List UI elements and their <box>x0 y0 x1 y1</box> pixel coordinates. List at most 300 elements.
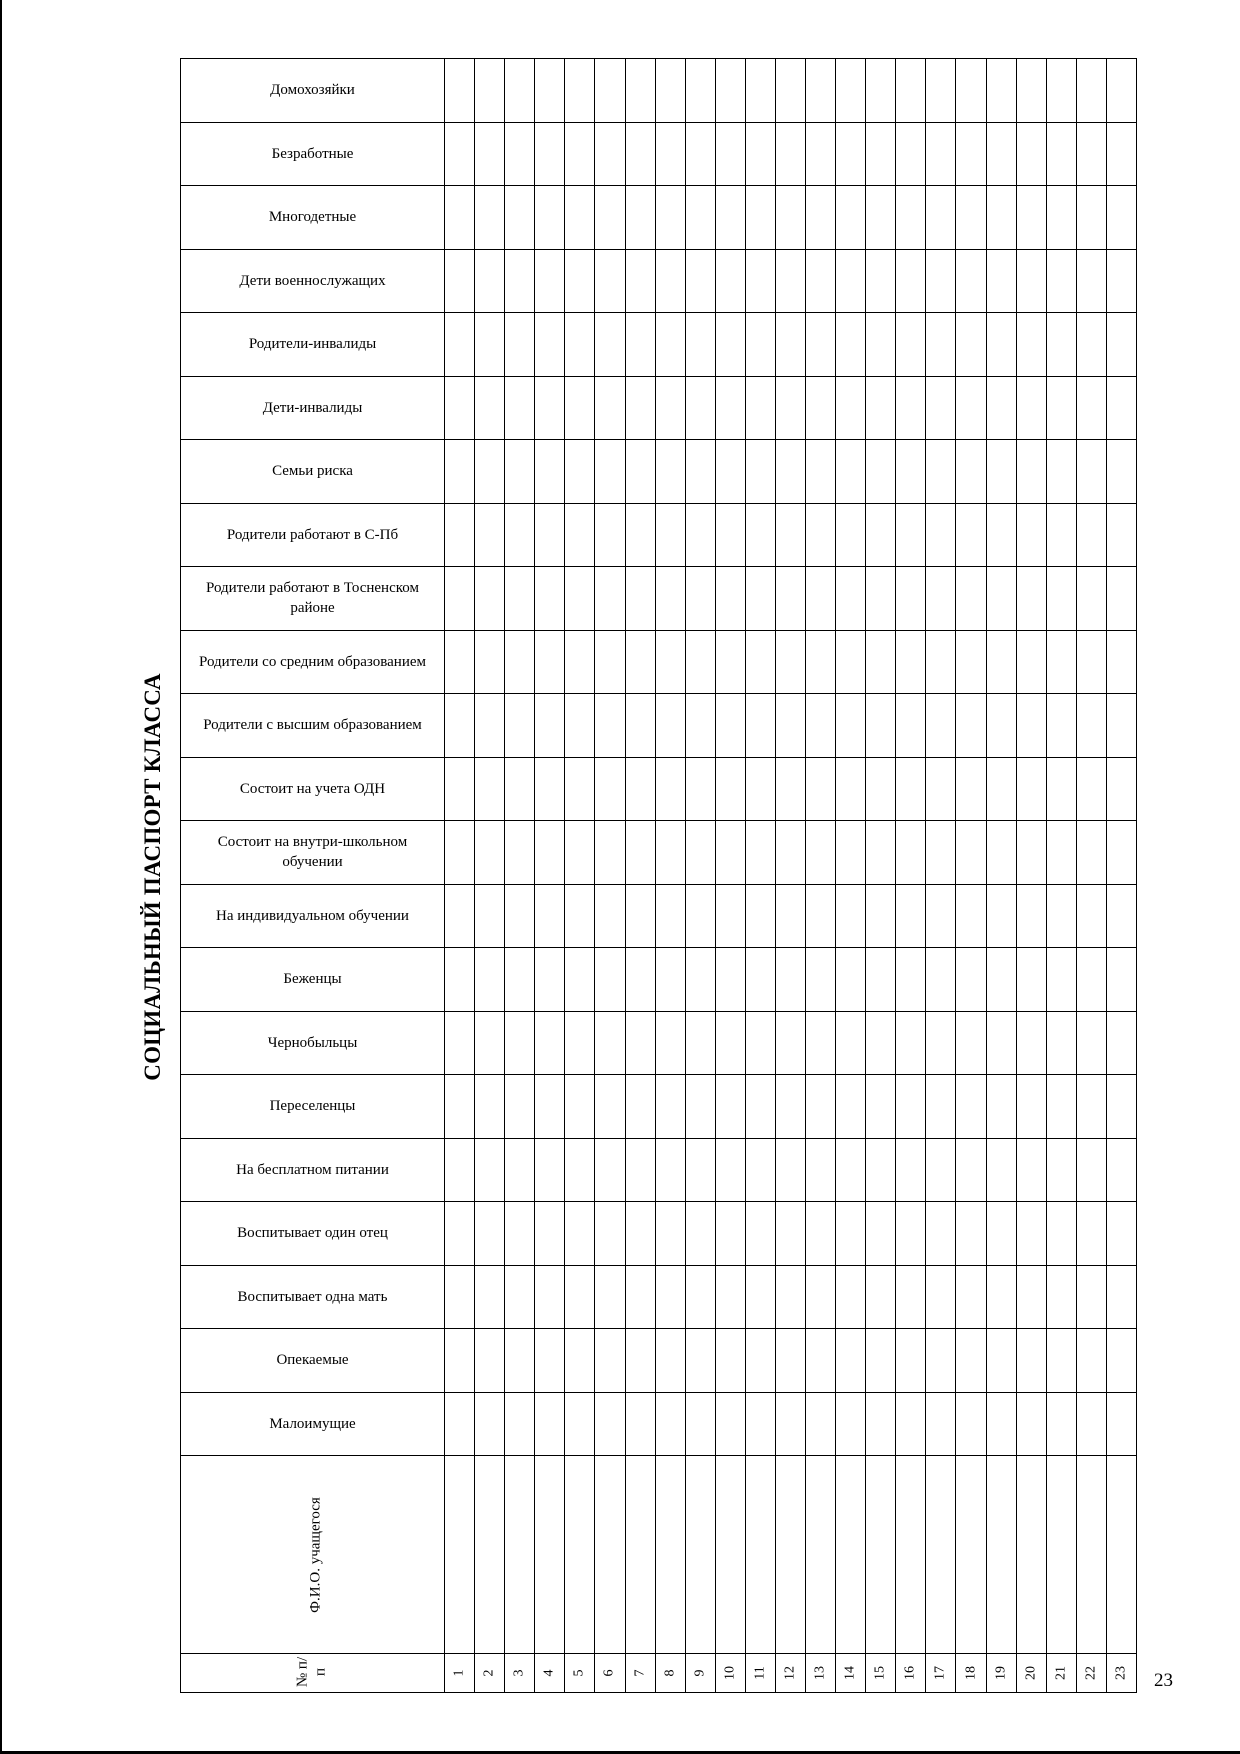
table-cell[interactable] <box>475 1202 504 1265</box>
table-cell[interactable] <box>1107 1139 1136 1202</box>
table-cell[interactable] <box>565 1139 594 1202</box>
table-cell[interactable] <box>956 250 985 313</box>
table-cell[interactable] <box>626 1012 655 1075</box>
table-cell[interactable] <box>656 186 685 249</box>
table-cell[interactable] <box>806 59 835 122</box>
table-cell[interactable] <box>475 758 504 821</box>
table-cell[interactable] <box>926 885 955 948</box>
table-cell[interactable] <box>1107 631 1136 694</box>
table-cell[interactable] <box>565 123 594 186</box>
table-cell[interactable] <box>1107 567 1136 630</box>
table-cell[interactable] <box>505 250 534 313</box>
table-cell[interactable] <box>836 631 865 694</box>
table-cell[interactable] <box>1077 1266 1106 1329</box>
table-cell[interactable] <box>656 821 685 884</box>
table-cell[interactable] <box>535 1075 564 1138</box>
table-cell[interactable] <box>926 567 955 630</box>
table-cell[interactable] <box>956 186 985 249</box>
table-cell[interactable] <box>686 440 715 503</box>
table-cell[interactable] <box>505 694 534 757</box>
table-cell[interactable] <box>686 1329 715 1392</box>
student-name-cell[interactable] <box>686 1456 715 1653</box>
table-cell[interactable] <box>1017 59 1046 122</box>
table-cell[interactable] <box>866 567 895 630</box>
table-cell[interactable] <box>716 948 745 1011</box>
table-cell[interactable] <box>1047 1202 1076 1265</box>
table-cell[interactable] <box>445 313 474 376</box>
table-cell[interactable] <box>836 821 865 884</box>
table-cell[interactable] <box>987 1329 1016 1392</box>
table-cell[interactable] <box>475 123 504 186</box>
table-cell[interactable] <box>1017 1393 1046 1456</box>
table-cell[interactable] <box>746 123 775 186</box>
table-cell[interactable] <box>1017 885 1046 948</box>
table-cell[interactable] <box>686 821 715 884</box>
table-cell[interactable] <box>836 250 865 313</box>
table-cell[interactable] <box>656 504 685 567</box>
table-cell[interactable] <box>1017 1329 1046 1392</box>
table-cell[interactable] <box>926 186 955 249</box>
table-cell[interactable] <box>535 440 564 503</box>
table-cell[interactable] <box>686 1266 715 1329</box>
table-cell[interactable] <box>565 1393 594 1456</box>
table-cell[interactable] <box>565 440 594 503</box>
table-cell[interactable] <box>445 631 474 694</box>
table-cell[interactable] <box>716 1266 745 1329</box>
table-cell[interactable] <box>716 313 745 376</box>
table-cell[interactable] <box>926 1329 955 1392</box>
table-cell[interactable] <box>987 123 1016 186</box>
table-cell[interactable] <box>565 1075 594 1138</box>
table-cell[interactable] <box>1017 1139 1046 1202</box>
table-cell[interactable] <box>626 567 655 630</box>
table-cell[interactable] <box>445 1329 474 1392</box>
table-cell[interactable] <box>1077 948 1106 1011</box>
table-cell[interactable] <box>1077 250 1106 313</box>
table-cell[interactable] <box>806 885 835 948</box>
table-cell[interactable] <box>1077 440 1106 503</box>
table-cell[interactable] <box>956 1393 985 1456</box>
table-cell[interactable] <box>535 567 564 630</box>
table-cell[interactable] <box>445 567 474 630</box>
table-cell[interactable] <box>746 186 775 249</box>
table-cell[interactable] <box>866 1139 895 1202</box>
table-cell[interactable] <box>1017 567 1046 630</box>
table-cell[interactable] <box>1047 1139 1076 1202</box>
table-cell[interactable] <box>535 821 564 884</box>
table-cell[interactable] <box>475 1012 504 1075</box>
table-cell[interactable] <box>475 948 504 1011</box>
table-cell[interactable] <box>776 59 805 122</box>
table-cell[interactable] <box>1107 694 1136 757</box>
table-cell[interactable] <box>1077 694 1106 757</box>
table-cell[interactable] <box>445 885 474 948</box>
table-cell[interactable] <box>535 377 564 440</box>
table-cell[interactable] <box>656 1139 685 1202</box>
table-cell[interactable] <box>776 631 805 694</box>
table-cell[interactable] <box>746 567 775 630</box>
student-name-cell[interactable] <box>1047 1456 1076 1653</box>
table-cell[interactable] <box>505 758 534 821</box>
table-cell[interactable] <box>987 885 1016 948</box>
table-cell[interactable] <box>565 694 594 757</box>
table-cell[interactable] <box>686 377 715 440</box>
table-cell[interactable] <box>866 1075 895 1138</box>
table-cell[interactable] <box>535 1012 564 1075</box>
table-cell[interactable] <box>1017 377 1046 440</box>
table-cell[interactable] <box>475 631 504 694</box>
table-cell[interactable] <box>626 377 655 440</box>
table-cell[interactable] <box>1107 250 1136 313</box>
table-cell[interactable] <box>445 59 474 122</box>
table-cell[interactable] <box>505 1202 534 1265</box>
table-cell[interactable] <box>595 631 624 694</box>
table-cell[interactable] <box>1107 377 1136 440</box>
table-cell[interactable] <box>836 1075 865 1138</box>
table-cell[interactable] <box>686 313 715 376</box>
table-cell[interactable] <box>1017 313 1046 376</box>
table-cell[interactable] <box>896 821 925 884</box>
table-cell[interactable] <box>987 948 1016 1011</box>
table-cell[interactable] <box>776 1202 805 1265</box>
table-cell[interactable] <box>505 567 534 630</box>
table-cell[interactable] <box>896 1202 925 1265</box>
table-cell[interactable] <box>626 885 655 948</box>
table-cell[interactable] <box>1047 440 1076 503</box>
table-cell[interactable] <box>776 1012 805 1075</box>
table-cell[interactable] <box>626 1393 655 1456</box>
student-name-cell[interactable] <box>1017 1456 1046 1653</box>
table-cell[interactable] <box>595 504 624 567</box>
table-cell[interactable] <box>595 123 624 186</box>
table-cell[interactable] <box>716 377 745 440</box>
table-cell[interactable] <box>656 885 685 948</box>
table-cell[interactable] <box>686 885 715 948</box>
table-cell[interactable] <box>746 1202 775 1265</box>
table-cell[interactable] <box>776 694 805 757</box>
table-cell[interactable] <box>535 123 564 186</box>
table-cell[interactable] <box>475 567 504 630</box>
table-cell[interactable] <box>716 123 745 186</box>
table-cell[interactable] <box>686 250 715 313</box>
table-cell[interactable] <box>535 1329 564 1392</box>
table-cell[interactable] <box>535 59 564 122</box>
table-cell[interactable] <box>595 377 624 440</box>
table-cell[interactable] <box>716 694 745 757</box>
table-cell[interactable] <box>987 567 1016 630</box>
table-cell[interactable] <box>535 694 564 757</box>
table-cell[interactable] <box>987 440 1016 503</box>
table-cell[interactable] <box>836 1329 865 1392</box>
student-name-cell[interactable] <box>505 1456 534 1653</box>
table-cell[interactable] <box>776 1393 805 1456</box>
table-cell[interactable] <box>475 1393 504 1456</box>
table-cell[interactable] <box>987 694 1016 757</box>
table-cell[interactable] <box>987 504 1016 567</box>
table-cell[interactable] <box>836 440 865 503</box>
table-cell[interactable] <box>716 758 745 821</box>
student-name-cell[interactable] <box>656 1456 685 1653</box>
table-cell[interactable] <box>836 1139 865 1202</box>
table-cell[interactable] <box>956 59 985 122</box>
table-cell[interactable] <box>866 758 895 821</box>
table-cell[interactable] <box>896 440 925 503</box>
table-cell[interactable] <box>656 694 685 757</box>
table-cell[interactable] <box>896 1393 925 1456</box>
table-cell[interactable] <box>445 1393 474 1456</box>
table-cell[interactable] <box>1047 1012 1076 1075</box>
student-name-cell[interactable] <box>565 1456 594 1653</box>
table-cell[interactable] <box>595 250 624 313</box>
table-cell[interactable] <box>565 1329 594 1392</box>
table-cell[interactable] <box>776 821 805 884</box>
table-cell[interactable] <box>1047 1329 1076 1392</box>
table-cell[interactable] <box>505 1393 534 1456</box>
table-cell[interactable] <box>535 1202 564 1265</box>
table-cell[interactable] <box>746 440 775 503</box>
table-cell[interactable] <box>595 567 624 630</box>
table-cell[interactable] <box>956 313 985 376</box>
table-cell[interactable] <box>626 313 655 376</box>
table-cell[interactable] <box>1107 313 1136 376</box>
table-cell[interactable] <box>475 504 504 567</box>
table-cell[interactable] <box>595 885 624 948</box>
table-cell[interactable] <box>626 59 655 122</box>
table-cell[interactable] <box>926 313 955 376</box>
table-cell[interactable] <box>595 1012 624 1075</box>
table-cell[interactable] <box>836 1266 865 1329</box>
table-cell[interactable] <box>866 440 895 503</box>
table-cell[interactable] <box>806 567 835 630</box>
table-cell[interactable] <box>565 1012 594 1075</box>
table-cell[interactable] <box>626 1075 655 1138</box>
table-cell[interactable] <box>626 1139 655 1202</box>
table-cell[interactable] <box>926 821 955 884</box>
table-cell[interactable] <box>776 186 805 249</box>
table-cell[interactable] <box>686 504 715 567</box>
table-cell[interactable] <box>806 1202 835 1265</box>
table-cell[interactable] <box>1077 1393 1106 1456</box>
table-cell[interactable] <box>1077 504 1106 567</box>
table-cell[interactable] <box>836 123 865 186</box>
table-cell[interactable] <box>1107 821 1136 884</box>
table-cell[interactable] <box>475 694 504 757</box>
table-cell[interactable] <box>505 1139 534 1202</box>
table-cell[interactable] <box>1077 885 1106 948</box>
table-cell[interactable] <box>475 313 504 376</box>
student-name-cell[interactable] <box>445 1456 474 1653</box>
table-cell[interactable] <box>475 186 504 249</box>
table-cell[interactable] <box>987 1075 1016 1138</box>
table-cell[interactable] <box>595 1139 624 1202</box>
table-cell[interactable] <box>987 821 1016 884</box>
table-cell[interactable] <box>836 948 865 1011</box>
student-name-cell[interactable] <box>866 1456 895 1653</box>
table-cell[interactable] <box>956 1075 985 1138</box>
table-cell[interactable] <box>686 1139 715 1202</box>
table-cell[interactable] <box>565 948 594 1011</box>
table-cell[interactable] <box>1017 1012 1046 1075</box>
table-cell[interactable] <box>746 59 775 122</box>
table-cell[interactable] <box>896 313 925 376</box>
table-cell[interactable] <box>656 758 685 821</box>
table-cell[interactable] <box>595 1329 624 1392</box>
table-cell[interactable] <box>626 758 655 821</box>
table-cell[interactable] <box>806 1012 835 1075</box>
table-cell[interactable] <box>565 59 594 122</box>
table-cell[interactable] <box>656 1329 685 1392</box>
table-cell[interactable] <box>926 1393 955 1456</box>
table-cell[interactable] <box>776 377 805 440</box>
table-cell[interactable] <box>565 504 594 567</box>
student-name-cell[interactable] <box>535 1456 564 1653</box>
table-cell[interactable] <box>656 567 685 630</box>
table-cell[interactable] <box>445 1075 474 1138</box>
table-cell[interactable] <box>445 123 474 186</box>
table-cell[interactable] <box>746 377 775 440</box>
table-cell[interactable] <box>656 377 685 440</box>
table-cell[interactable] <box>595 440 624 503</box>
table-cell[interactable] <box>926 250 955 313</box>
student-name-cell[interactable] <box>595 1456 624 1653</box>
table-cell[interactable] <box>866 186 895 249</box>
table-cell[interactable] <box>776 250 805 313</box>
table-cell[interactable] <box>987 1266 1016 1329</box>
table-cell[interactable] <box>896 123 925 186</box>
table-cell[interactable] <box>505 313 534 376</box>
table-cell[interactable] <box>565 567 594 630</box>
table-cell[interactable] <box>626 1266 655 1329</box>
table-cell[interactable] <box>595 59 624 122</box>
table-cell[interactable] <box>926 440 955 503</box>
table-cell[interactable] <box>866 948 895 1011</box>
student-name-cell[interactable] <box>987 1456 1016 1653</box>
table-cell[interactable] <box>535 948 564 1011</box>
table-cell[interactable] <box>716 821 745 884</box>
table-cell[interactable] <box>475 1139 504 1202</box>
table-cell[interactable] <box>956 758 985 821</box>
table-cell[interactable] <box>956 885 985 948</box>
table-cell[interactable] <box>656 1075 685 1138</box>
table-cell[interactable] <box>956 631 985 694</box>
table-cell[interactable] <box>836 504 865 567</box>
table-cell[interactable] <box>686 631 715 694</box>
table-cell[interactable] <box>686 1202 715 1265</box>
table-cell[interactable] <box>626 1202 655 1265</box>
table-cell[interactable] <box>896 1075 925 1138</box>
table-cell[interactable] <box>746 250 775 313</box>
table-cell[interactable] <box>836 377 865 440</box>
table-cell[interactable] <box>535 504 564 567</box>
table-cell[interactable] <box>746 885 775 948</box>
table-cell[interactable] <box>746 1075 775 1138</box>
table-cell[interactable] <box>445 1012 474 1075</box>
table-cell[interactable] <box>956 821 985 884</box>
table-cell[interactable] <box>475 1329 504 1392</box>
table-cell[interactable] <box>626 504 655 567</box>
table-cell[interactable] <box>836 1012 865 1075</box>
table-cell[interactable] <box>866 313 895 376</box>
table-cell[interactable] <box>1047 821 1076 884</box>
table-cell[interactable] <box>535 885 564 948</box>
table-cell[interactable] <box>595 313 624 376</box>
student-name-cell[interactable] <box>716 1456 745 1653</box>
table-cell[interactable] <box>595 821 624 884</box>
table-cell[interactable] <box>1047 1393 1076 1456</box>
table-cell[interactable] <box>1017 440 1046 503</box>
table-cell[interactable] <box>776 1139 805 1202</box>
table-cell[interactable] <box>686 567 715 630</box>
table-cell[interactable] <box>686 758 715 821</box>
table-cell[interactable] <box>956 1012 985 1075</box>
table-cell[interactable] <box>806 1075 835 1138</box>
table-cell[interactable] <box>806 313 835 376</box>
table-cell[interactable] <box>565 313 594 376</box>
table-cell[interactable] <box>595 758 624 821</box>
table-cell[interactable] <box>716 885 745 948</box>
table-cell[interactable] <box>505 631 534 694</box>
table-cell[interactable] <box>926 1266 955 1329</box>
table-cell[interactable] <box>505 885 534 948</box>
table-cell[interactable] <box>445 1139 474 1202</box>
table-cell[interactable] <box>1017 1202 1046 1265</box>
table-cell[interactable] <box>686 948 715 1011</box>
table-cell[interactable] <box>987 377 1016 440</box>
table-cell[interactable] <box>716 59 745 122</box>
table-cell[interactable] <box>716 250 745 313</box>
table-cell[interactable] <box>535 631 564 694</box>
table-cell[interactable] <box>656 1266 685 1329</box>
table-cell[interactable] <box>716 504 745 567</box>
table-cell[interactable] <box>716 567 745 630</box>
table-cell[interactable] <box>1107 885 1136 948</box>
table-cell[interactable] <box>626 1329 655 1392</box>
table-cell[interactable] <box>1107 1329 1136 1392</box>
table-cell[interactable] <box>445 250 474 313</box>
table-cell[interactable] <box>987 1012 1016 1075</box>
table-cell[interactable] <box>806 1139 835 1202</box>
table-cell[interactable] <box>475 59 504 122</box>
table-cell[interactable] <box>626 821 655 884</box>
table-cell[interactable] <box>445 377 474 440</box>
table-cell[interactable] <box>1047 250 1076 313</box>
table-cell[interactable] <box>1047 1266 1076 1329</box>
table-cell[interactable] <box>866 1202 895 1265</box>
table-cell[interactable] <box>686 186 715 249</box>
table-cell[interactable] <box>595 694 624 757</box>
table-cell[interactable] <box>505 440 534 503</box>
student-name-cell[interactable] <box>896 1456 925 1653</box>
table-cell[interactable] <box>626 694 655 757</box>
table-cell[interactable] <box>565 821 594 884</box>
table-cell[interactable] <box>987 1202 1016 1265</box>
table-cell[interactable] <box>1017 631 1046 694</box>
table-cell[interactable] <box>686 1393 715 1456</box>
table-cell[interactable] <box>1107 1075 1136 1138</box>
table-cell[interactable] <box>866 694 895 757</box>
table-cell[interactable] <box>866 504 895 567</box>
table-cell[interactable] <box>926 504 955 567</box>
table-cell[interactable] <box>1077 123 1106 186</box>
table-cell[interactable] <box>776 567 805 630</box>
table-cell[interactable] <box>1107 504 1136 567</box>
table-cell[interactable] <box>686 1075 715 1138</box>
table-cell[interactable] <box>656 123 685 186</box>
table-cell[interactable] <box>595 1393 624 1456</box>
table-cell[interactable] <box>1047 123 1076 186</box>
table-cell[interactable] <box>626 250 655 313</box>
table-cell[interactable] <box>565 631 594 694</box>
